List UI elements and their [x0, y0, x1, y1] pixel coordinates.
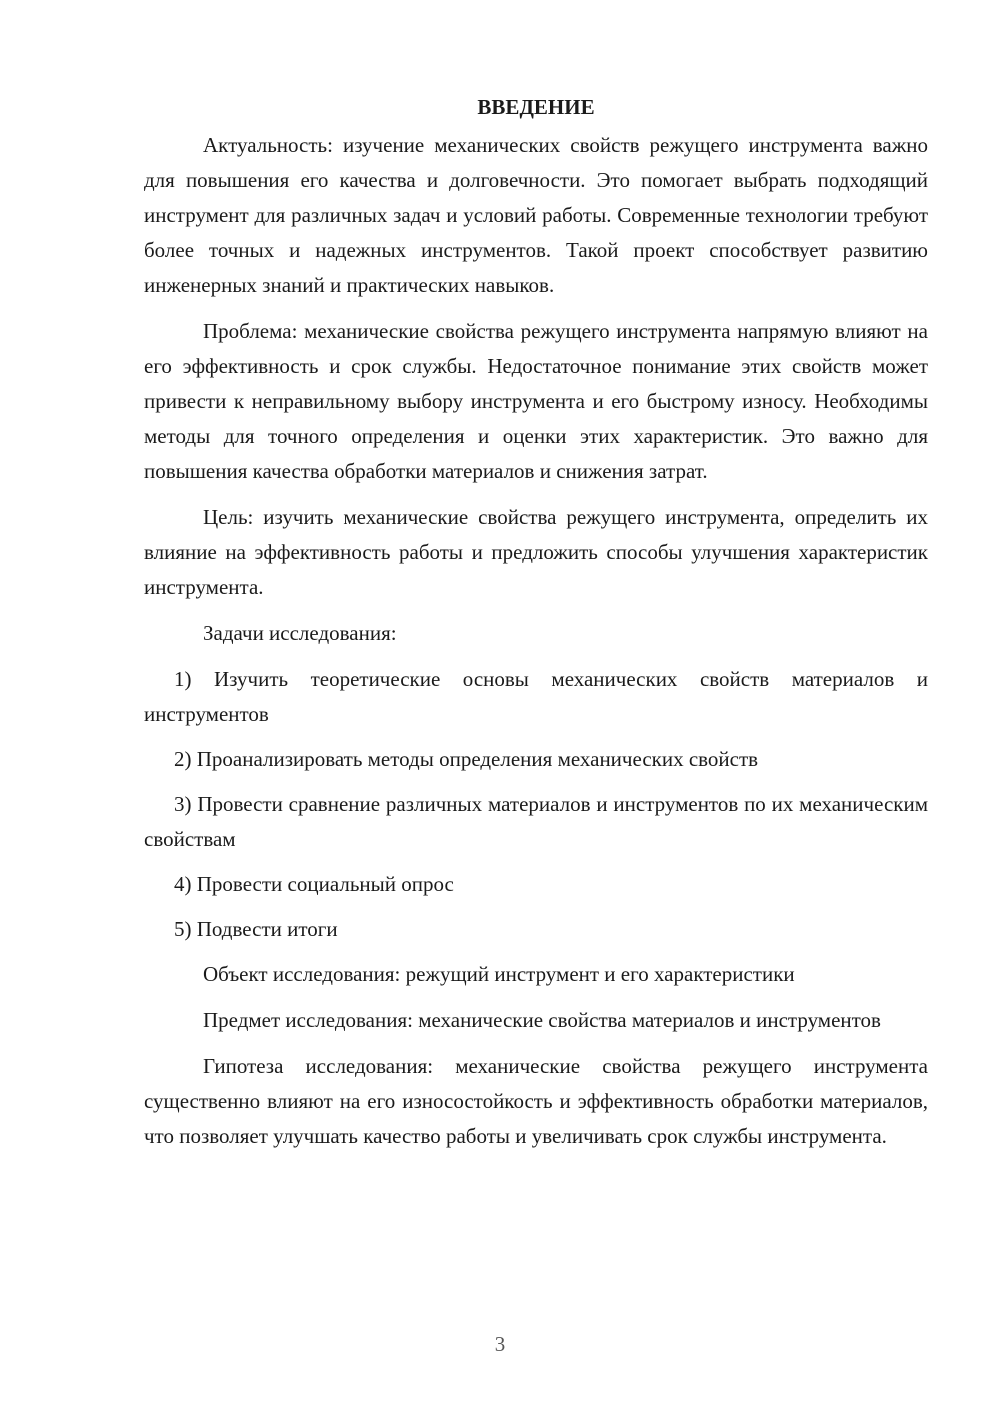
tasks-list: [144, 662, 928, 947]
hypothesis-paragraph: Гипотеза исследования: механические свойства режущего инструмента существенно влияют на его износостойкость и эффективность обработки материалов, что позволяет улучшать качество работы и увеличивать срок службы инструмента.: [144, 1054, 928, 1148]
document-page: [144, 90, 928, 1165]
tasks-heading: Задачи исследования:: [203, 621, 397, 645]
subject-paragraph: Предмет исследования: механические свойства материалов и инструментов: [203, 1008, 881, 1032]
goal-paragraph: Цель: изучить механические свойства режущего инструмента, определить их влияние на эффективность работы и предложить способы улучшения характеристик инструмента.: [144, 505, 928, 599]
relevance-paragraph: Актуальность: изучение механических свойств режущего инструмента важно для повышения его качества и долговечности. Это помогает выбрать подходящий инструмент для различных задач и условий работы. Современные технологии требуют более точных и надежных инструментов. Такой проект способствует развитию инженерных знаний и практических навыков.: [144, 133, 928, 297]
list-item: 5) Подвести итоги: [174, 917, 338, 941]
object-paragraph: Объект исследования: режущий инструмент и его характеристики: [203, 962, 795, 986]
problem-paragraph: Проблема: механические свойства режущего инструмента напрямую влияют на его эффективность и срок службы. Недостаточное понимание этих свойств может привести к неправильному выбору инструмента и его быстрому износу. Необходимы методы для точного определения и оценки этих характеристик. Это важно для повышения качества обработки материалов и снижения затрат.: [144, 319, 928, 483]
list-item: 2) Проанализировать методы определения механических свойств: [174, 747, 759, 771]
list-item: 4) Провести социальный опрос: [174, 872, 454, 896]
section-title: ВВЕДЕНИЕ: [477, 95, 595, 119]
list-item: 3) Провести сравнение различных материалов и инструментов по их механическим свойствам: [144, 792, 928, 851]
page-number: 3: [494, 1332, 506, 1356]
list-item: 1) Изучить теоретические основы механических свойств материалов и инструментов: [144, 667, 928, 726]
